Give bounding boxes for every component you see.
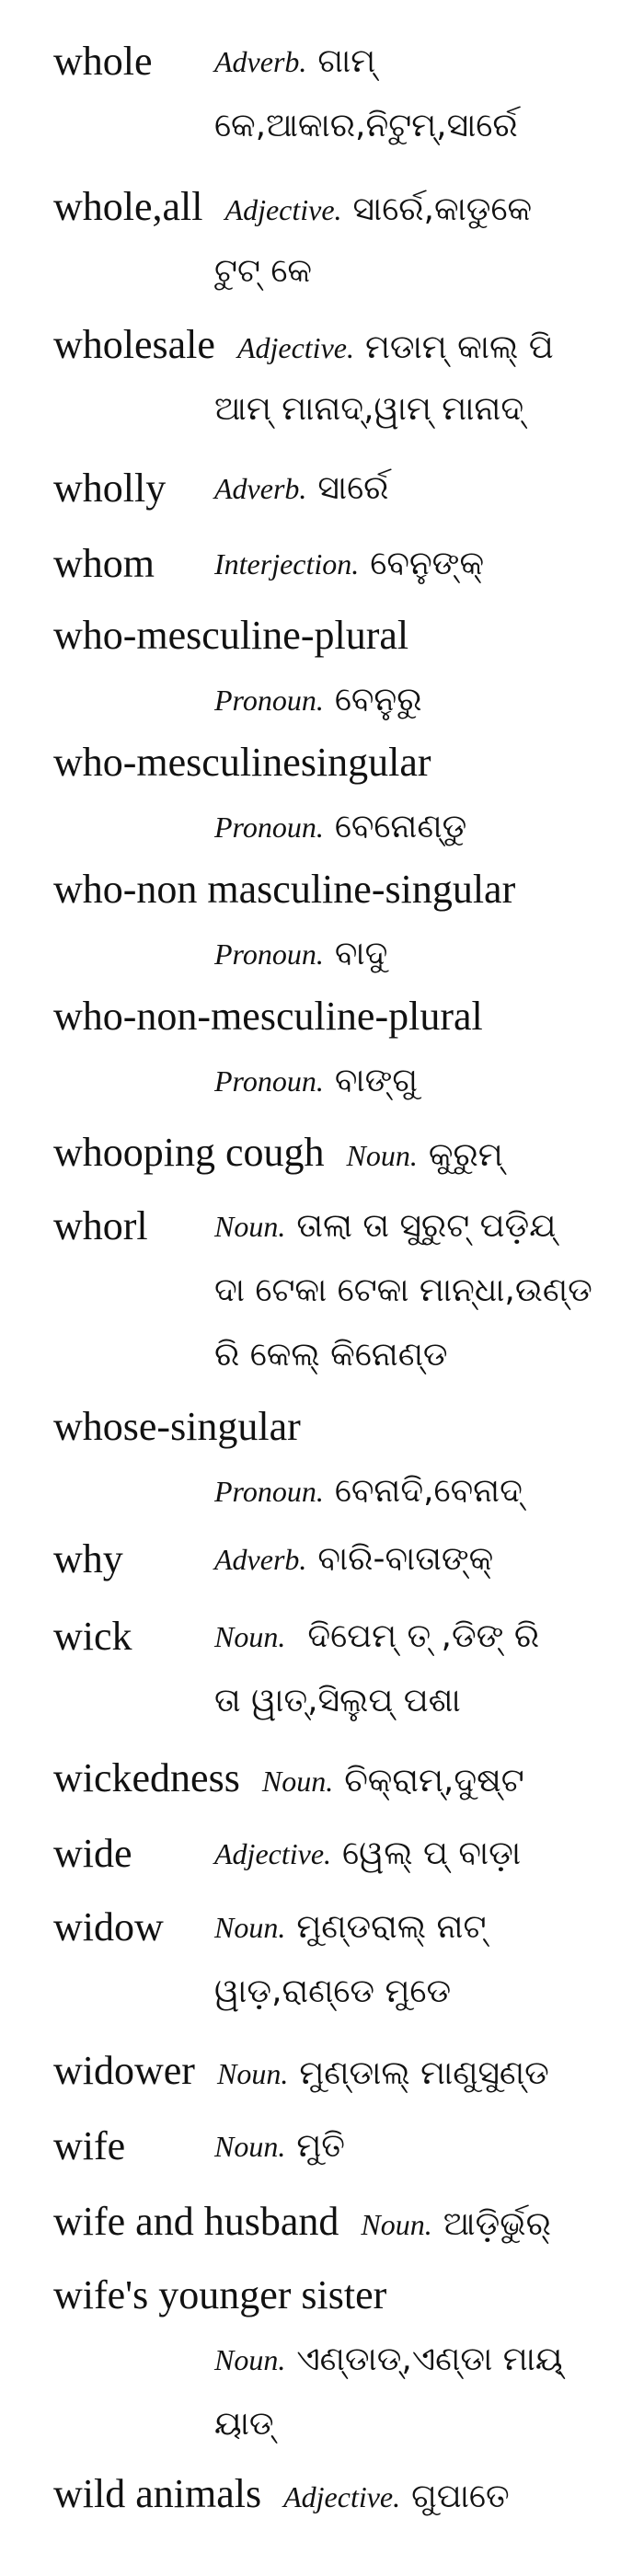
entry-wholly	[53, 456, 624, 521]
part-of-speech: Noun.	[214, 2343, 286, 2376]
entry-wife-and-husband	[53, 2190, 624, 2254]
entry-who-non-mesculine-plural	[53, 984, 624, 1113]
definition: ମୁଣ୍ଡାଲ୍ ମାଣୁସୁଣ୍ଡ	[299, 2054, 549, 2092]
definition: ଚିକ୍ରାମ୍,ଦୁଷ୍ଟ	[344, 1762, 524, 1800]
part-of-speech: Pronoun.	[214, 1064, 324, 1098]
definition-cont: କେ,ଆକାର,ନିଟୁମ୍,ସାର୍ରେ	[214, 107, 518, 144]
part-of-speech: Noun.	[214, 1620, 286, 1653]
headword: who-non-mesculine-plural	[53, 994, 483, 1039]
definition-cont: ଆମ୍ ମାନାଦ୍,ୱାମ୍ ମାନାଦ୍	[214, 390, 524, 428]
entry-who-mesculine-plural	[53, 604, 624, 732]
definition: ବାଦୁ	[334, 935, 388, 972]
part-of-speech: Adjective.	[283, 2480, 401, 2513]
definition: ତାଲା ତା ସୁରୁଟ୍ ପଡ଼ିଯ୍	[296, 1207, 557, 1245]
definition: ସାର୍ରେ,କାଡୁକେ	[352, 190, 533, 228]
definition: ବେନୁରୁ	[334, 681, 422, 719]
entry-wickedness	[53, 1746, 624, 1811]
entry-wifes-younger-sister	[53, 2263, 624, 2456]
entry-wild-animals	[53, 2462, 624, 2526]
headword: who-mesculine-plural	[53, 613, 409, 658]
headword: wife and husband	[53, 2199, 339, 2244]
definition: ଆଡ଼ିର୍ଭୁର୍	[443, 2205, 551, 2243]
part-of-speech: Interjection.	[214, 547, 360, 581]
definition: ବେନୋଣ୍ଡୁ	[334, 808, 467, 845]
entry-wholesale	[53, 313, 624, 442]
part-of-speech: Adverb.	[214, 45, 307, 78]
part-of-speech: Noun.	[214, 2130, 286, 2163]
entry-whole-all	[53, 175, 624, 304]
entry-whooping-cough	[53, 1121, 624, 1185]
part-of-speech: Adjective.	[214, 1837, 332, 1870]
entry-widow	[53, 1895, 624, 2024]
entry-whose-singular	[53, 1395, 624, 1524]
entry-wick	[53, 1604, 624, 1733]
entry-who-non-masculine-singular	[53, 857, 624, 986]
definition: କୁରୁମ୍	[428, 1136, 503, 1174]
part-of-speech: Noun.	[361, 2208, 432, 2241]
headword: wife	[53, 2123, 126, 2168]
definition: ଏଣ୍ଡାଡ୍,ଏଣ୍ଡା ମାୟ୍	[296, 2340, 563, 2378]
part-of-speech: Noun.	[214, 1911, 286, 1944]
definition-cont: ଟୁଟ୍ କେ	[214, 252, 312, 290]
part-of-speech: Adverb.	[214, 1543, 307, 1576]
definition: ବେନାଦି,ବେନାଦ୍	[334, 1472, 523, 1510]
part-of-speech: Noun.	[214, 1210, 286, 1243]
part-of-speech: Adjective.	[236, 331, 354, 364]
headword: whorl	[53, 1203, 148, 1248]
headword: who-non masculine-singular	[53, 867, 516, 912]
part-of-speech: Pronoun.	[214, 1475, 324, 1508]
headword: wholesale	[53, 322, 215, 367]
definition: ମୁତି	[296, 2127, 345, 2165]
entry-wife	[53, 2114, 624, 2179]
headword: wick	[53, 1614, 132, 1659]
headword: wild animals	[53, 2471, 262, 2516]
headword: whose-singular	[53, 1404, 301, 1449]
headword: who-mesculinesingular	[53, 740, 431, 785]
definition: ଗାମ୍	[317, 42, 376, 80]
headword: whole	[53, 39, 153, 84]
definition-cont: ଦା ଟେକା ଟେକା ମାନ୍ଧା,ଉଣ୍ଡ	[214, 1271, 592, 1309]
headword: whooping cough	[53, 1130, 325, 1175]
headword: widower	[53, 2048, 195, 2093]
headword: wife's younger sister	[53, 2272, 387, 2317]
definition: ବେନୁଙ୍କ୍	[370, 545, 485, 582]
definition: ସାର୍ରେ	[317, 469, 389, 507]
headword: wholly	[53, 466, 167, 511]
definition-cont: ତା ୱାତ୍,ସିଲୁପ୍ ପଶା	[214, 1682, 461, 1719]
part-of-speech: Noun.	[261, 1765, 334, 1798]
definition: ଦିପେମ୍ ତ୍ ,ଡିଙ୍ ରି	[307, 1617, 540, 1655]
definition: ବାଙ୍ଗୁ	[334, 1062, 419, 1099]
entry-whole	[53, 29, 624, 158]
headword: wickedness	[53, 1755, 240, 1800]
entry-whom	[53, 532, 624, 596]
headword: widow	[53, 1904, 164, 1949]
entry-why	[53, 1527, 624, 1592]
headword: wide	[53, 1831, 132, 1876]
headword: whole,all	[53, 184, 203, 229]
definition-cont: ୱାଡ଼,ରାଣ୍ଡେ ମୁଡେ	[214, 1972, 452, 2010]
entry-widower	[53, 2039, 624, 2103]
definition-cont: ୟାଡ୍	[214, 2405, 274, 2443]
part-of-speech: Adverb.	[214, 472, 307, 505]
definition: ୱେଲ୍ ପ୍ ବାଡ଼ା	[342, 1834, 522, 1872]
part-of-speech: Pronoun.	[214, 684, 324, 717]
entry-wide	[53, 1822, 624, 1886]
definition-cont: ରି କେଲ୍ କିନୋଣ୍ଡ	[214, 1336, 448, 1374]
entry-whorl	[53, 1194, 624, 1387]
definition: ଗୁପାତେ	[411, 2478, 510, 2515]
part-of-speech: Noun.	[216, 2057, 289, 2090]
part-of-speech: Adjective.	[224, 193, 342, 226]
headword: whom	[53, 541, 155, 586]
definition: ମୁଣ୍ଡରାଲ୍ ନାଟ୍	[296, 1908, 487, 1946]
part-of-speech: Pronoun.	[214, 937, 324, 971]
entry-who-mesculinesingular	[53, 730, 624, 859]
headword: why	[53, 1536, 123, 1581]
definition: ବାରି-ବାତାଙ୍କ୍	[317, 1540, 494, 1578]
definition: ମଡାମ୍ କାଲ୍ ପି	[364, 328, 554, 366]
part-of-speech: Noun.	[346, 1139, 418, 1172]
part-of-speech: Pronoun.	[214, 811, 324, 844]
